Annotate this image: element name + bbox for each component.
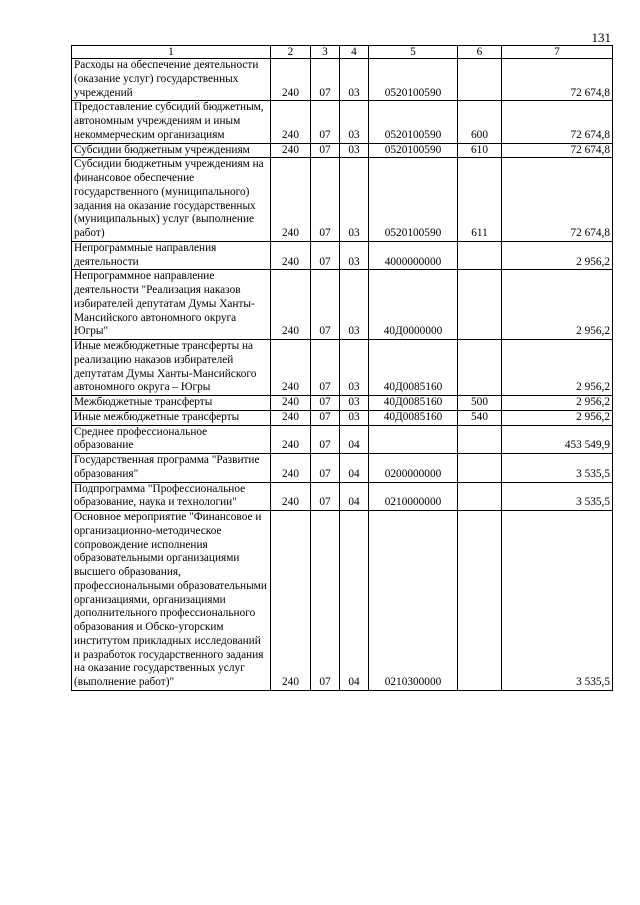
- row-cell-c3: 07: [311, 340, 340, 396]
- row-cell-c6: 610: [458, 143, 502, 158]
- row-cell-c5: 0520100590: [369, 101, 458, 143]
- row-name-cell: Основное мероприятие "Финансовое и организационно-методическое сопровождение исполнения образовательными организациями высшего образования, профессиональными образовательными организациями, организациями дополнительного профессионального образования и Обско-угорским институтом прикладных исследований и разработок государственного задания на оказание государственных услуг (выполнение работ)": [72, 511, 271, 691]
- column-header: 3: [311, 46, 340, 59]
- column-header: 7: [502, 46, 613, 59]
- row-cell-c7: 3 535,5: [502, 482, 613, 511]
- row-name-cell: Государственная программа "Развитие образования": [72, 454, 271, 483]
- row-cell-c7: 2 956,2: [502, 396, 613, 411]
- row-cell-c6: [458, 511, 502, 691]
- row-cell-c3: 07: [311, 158, 340, 242]
- row-cell-c3: 07: [311, 425, 340, 454]
- row-cell-c2: 240: [271, 59, 311, 101]
- row-cell-c5: 0520100590: [369, 59, 458, 101]
- row-cell-c6: [458, 59, 502, 101]
- row-cell-c2: 240: [271, 101, 311, 143]
- table-row: [72, 158, 613, 242]
- row-cell-c4: 03: [340, 410, 369, 425]
- row-cell-c3: 07: [311, 241, 340, 270]
- column-header: 1: [72, 46, 271, 59]
- table-row: [72, 59, 613, 101]
- row-cell-c6: [458, 482, 502, 511]
- row-cell-c3: 07: [311, 396, 340, 411]
- row-cell-c4: 03: [340, 143, 369, 158]
- row-cell-c4: 03: [340, 101, 369, 143]
- table-row: [72, 241, 613, 270]
- row-cell-c6: [458, 241, 502, 270]
- row-cell-c5: 0210000000: [369, 482, 458, 511]
- row-cell-c4: 03: [340, 241, 369, 270]
- row-name-cell: Иные межбюджетные трансферты на реализацию наказов избирателей депутатам Думы Ханты-Мансийского автономного округа – Югры: [72, 340, 271, 396]
- page-number: 131: [591, 30, 611, 45]
- row-cell-c7: 3 535,5: [502, 454, 613, 483]
- row-cell-c3: 07: [311, 143, 340, 158]
- column-header: 2: [271, 46, 311, 59]
- row-cell-c5: 0210300000: [369, 511, 458, 691]
- row-name-cell: Непрограммные направления деятельности: [72, 241, 271, 270]
- row-cell-c4: 03: [340, 270, 369, 340]
- row-cell-c4: 03: [340, 158, 369, 242]
- row-cell-c4: 04: [340, 425, 369, 454]
- row-cell-c6: [458, 340, 502, 396]
- table-row: [72, 454, 613, 483]
- row-cell-c7: 72 674,8: [502, 158, 613, 242]
- row-cell-c5: 40Д0085160: [369, 396, 458, 411]
- row-cell-c5: 0520100590: [369, 143, 458, 158]
- row-cell-c4: 03: [340, 340, 369, 396]
- row-cell-c3: 07: [311, 101, 340, 143]
- row-name-cell: Подпрограмма "Профессиональное образование, наука и технологии": [72, 482, 271, 511]
- table-row: [72, 143, 613, 158]
- row-cell-c2: 240: [271, 511, 311, 691]
- column-header: 5: [369, 46, 458, 59]
- row-cell-c5: 0200000000: [369, 454, 458, 483]
- row-cell-c5: 40Д0085160: [369, 340, 458, 396]
- row-cell-c5: [369, 425, 458, 454]
- row-name-cell: Среднее профессиональное образование: [72, 425, 271, 454]
- table-row: [72, 482, 613, 511]
- row-cell-c3: 07: [311, 454, 340, 483]
- row-cell-c4: 04: [340, 511, 369, 691]
- row-cell-c7: 72 674,8: [502, 143, 613, 158]
- row-cell-c7: 72 674,8: [502, 59, 613, 101]
- row-cell-c3: 07: [311, 270, 340, 340]
- row-cell-c3: 07: [311, 482, 340, 511]
- row-cell-c5: 40Д0000000: [369, 270, 458, 340]
- table-row: [72, 410, 613, 425]
- row-cell-c4: 04: [340, 482, 369, 511]
- row-cell-c2: 240: [271, 340, 311, 396]
- row-cell-c2: 240: [271, 158, 311, 242]
- budget-table: [71, 45, 613, 691]
- row-name-cell: Иные межбюджетные трансферты: [72, 410, 271, 425]
- row-cell-c6: 611: [458, 158, 502, 242]
- table-header-row: [72, 46, 613, 59]
- row-cell-c7: 72 674,8: [502, 101, 613, 143]
- table-row: [72, 425, 613, 454]
- table-body: [72, 59, 613, 691]
- row-cell-c5: 0520100590: [369, 158, 458, 242]
- table-row: [72, 511, 613, 691]
- row-cell-c5: 4000000000: [369, 241, 458, 270]
- row-cell-c5: 40Д0085160: [369, 410, 458, 425]
- row-cell-c2: 240: [271, 143, 311, 158]
- row-cell-c4: 04: [340, 454, 369, 483]
- row-cell-c2: 240: [271, 241, 311, 270]
- row-name-cell: Предоставление субсидий бюджетным, автономным учреждениям и иным некоммерческим организациям: [72, 101, 271, 143]
- row-cell-c6: [458, 270, 502, 340]
- row-cell-c6: 540: [458, 410, 502, 425]
- column-header: 4: [340, 46, 369, 59]
- row-cell-c2: 240: [271, 396, 311, 411]
- row-name-cell: Непрограммное направление деятельности "Реализация наказов избирателей депутатам Думы Ханты-Мансийского автономного округа Югры": [72, 270, 271, 340]
- row-cell-c2: 240: [271, 454, 311, 483]
- table-row: [72, 270, 613, 340]
- row-cell-c7: 3 535,5: [502, 511, 613, 691]
- row-cell-c3: 07: [311, 511, 340, 691]
- table-row: [72, 396, 613, 411]
- row-name-cell: Субсидии бюджетным учреждениям: [72, 143, 271, 158]
- row-cell-c6: [458, 425, 502, 454]
- row-cell-c6: 500: [458, 396, 502, 411]
- row-cell-c6: 600: [458, 101, 502, 143]
- row-cell-c4: 03: [340, 59, 369, 101]
- row-cell-c7: 2 956,2: [502, 270, 613, 340]
- row-cell-c2: 240: [271, 482, 311, 511]
- row-cell-c2: 240: [271, 270, 311, 340]
- row-name-cell: Расходы на обеспечение деятельности (оказание услуг) государственных учреждений: [72, 59, 271, 101]
- row-cell-c7: 2 956,2: [502, 340, 613, 396]
- row-cell-c7: 453 549,9: [502, 425, 613, 454]
- row-cell-c7: 2 956,2: [502, 241, 613, 270]
- row-name-cell: Субсидии бюджетным учреждениям на финансовое обеспечение государственного (муниципального) задания на оказание государственных (муниципальных) услуг (выполнение работ): [72, 158, 271, 242]
- table-row: [72, 340, 613, 396]
- row-cell-c2: 240: [271, 425, 311, 454]
- row-cell-c2: 240: [271, 410, 311, 425]
- row-cell-c6: [458, 454, 502, 483]
- row-cell-c3: 07: [311, 59, 340, 101]
- row-cell-c7: 2 956,2: [502, 410, 613, 425]
- row-cell-c3: 07: [311, 410, 340, 425]
- table-row: [72, 101, 613, 143]
- row-name-cell: Межбюджетные трансферты: [72, 396, 271, 411]
- column-header: 6: [458, 46, 502, 59]
- row-cell-c4: 03: [340, 396, 369, 411]
